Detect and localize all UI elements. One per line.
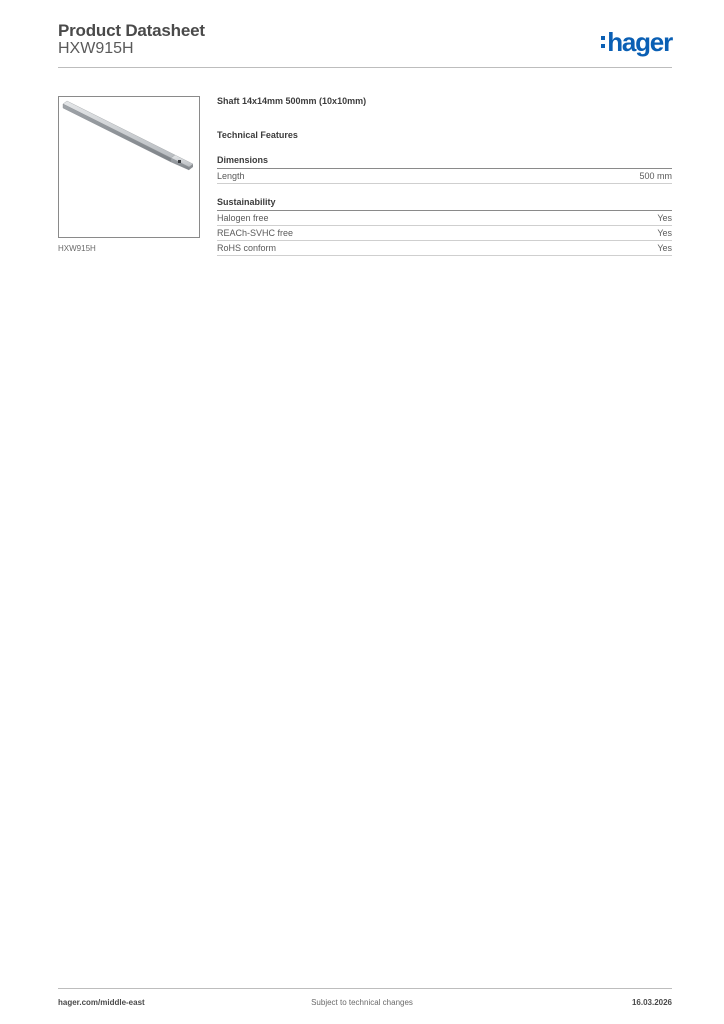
product-name: Shaft 14x14mm 500mm (10x10mm) <box>217 96 367 106</box>
spec-label: RoHS conform <box>217 243 277 253</box>
footer-date: 16.03.2026 <box>631 998 672 1007</box>
product-image <box>58 96 200 238</box>
spec-label: Length <box>217 171 245 181</box>
spec-label: Halogen free <box>217 213 269 223</box>
spec-row-reach-svhc-free <box>217 226 672 241</box>
image-caption: HXW915H <box>58 244 96 253</box>
footer-website: hager.com/middle-east <box>58 998 145 1007</box>
hager-logo <box>601 27 672 57</box>
footer-divider <box>58 988 672 989</box>
spec-row-rohs-conform <box>217 241 672 256</box>
logo-text: hager <box>607 27 672 57</box>
technical-features-heading: Technical Features <box>217 130 298 140</box>
spec-label: REACh-SVHC free <box>217 228 294 238</box>
sustainability-heading: Sustainability <box>217 197 672 211</box>
logo-colon-icon <box>601 36 605 48</box>
spec-row-halogen-free <box>217 211 672 226</box>
spec-content <box>217 96 672 256</box>
product-code: HXW915H <box>58 40 134 57</box>
dimensions-heading: Dimensions <box>217 155 672 169</box>
header-divider <box>58 67 672 68</box>
page-title: Product Datasheet <box>58 21 205 40</box>
spec-value: Yes <box>657 228 672 238</box>
spec-value: 500 mm <box>639 171 672 181</box>
shaft-illustration-icon <box>59 97 199 237</box>
spec-value: Yes <box>657 243 672 253</box>
footer-notice: Subject to technical changes <box>311 998 413 1007</box>
spec-value: Yes <box>657 213 672 223</box>
spec-row-length <box>217 169 672 184</box>
